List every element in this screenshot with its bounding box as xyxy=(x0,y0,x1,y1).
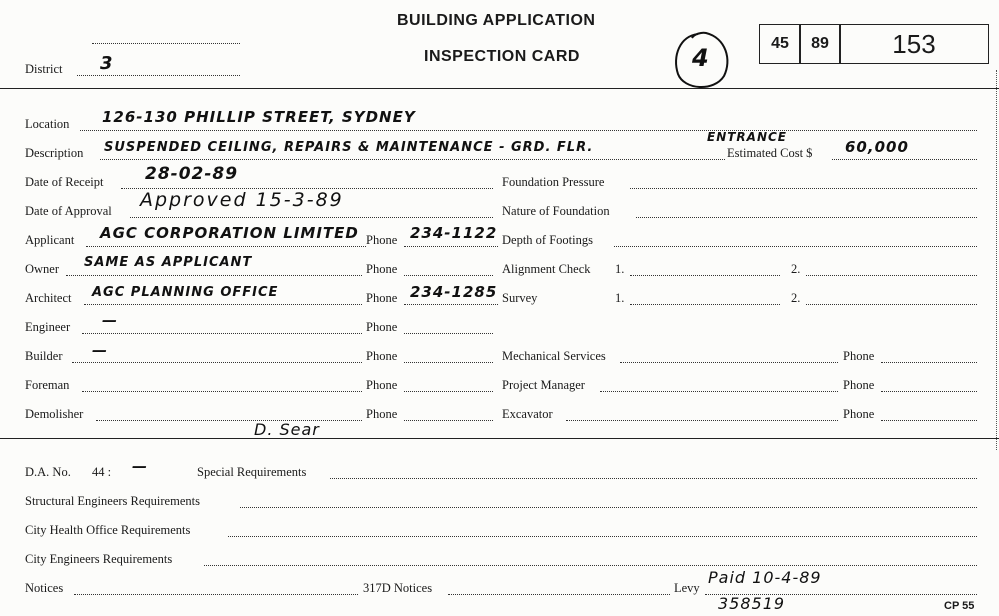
builder-value: — xyxy=(92,341,108,359)
estimated-cost-value: 60,000 xyxy=(845,138,909,156)
excavator-line xyxy=(566,420,838,421)
architect-phone-line xyxy=(404,304,498,305)
date-of-receipt-value: 28-02-89 xyxy=(145,164,239,184)
circled-mark-value: 4 xyxy=(692,44,710,72)
demolisher-line xyxy=(96,420,362,421)
demolisher-label: Demolisher xyxy=(25,407,84,421)
survey-1-label: 1. xyxy=(615,291,625,305)
builder-line xyxy=(72,362,362,363)
excavator-phone-line xyxy=(881,420,977,421)
description-value: SUSPENDED CEILING, REPAIRS & MAINTENANCE - GRD. FLR. xyxy=(104,140,594,155)
engineer-label: Engineer xyxy=(25,320,71,334)
circled-mark xyxy=(668,28,732,94)
date-of-receipt-label: Date of Receipt xyxy=(25,175,104,189)
project-manager-label: Project Manager xyxy=(502,378,585,392)
excavator-phone-label: Phone xyxy=(843,407,875,421)
depth-of-footings-line xyxy=(614,246,977,247)
owner-line xyxy=(66,275,362,276)
foreman-line xyxy=(82,391,362,392)
alignment-check-1-label: 1. xyxy=(615,262,625,276)
engineer-value: — xyxy=(102,311,118,329)
foreman-phone-label: Phone xyxy=(366,378,398,392)
foreman-phone-line xyxy=(404,391,493,392)
architect-value: AGC PLANNING OFFICE xyxy=(92,285,279,300)
survey-2-line xyxy=(806,304,977,305)
engineer-line xyxy=(82,333,362,334)
foundation-pressure-label: Foundation Pressure xyxy=(502,175,605,189)
builder-phone-label: Phone xyxy=(366,349,398,363)
description-line xyxy=(100,159,725,160)
project-manager-line xyxy=(600,391,838,392)
project-manager-phone-label: Phone xyxy=(843,378,875,392)
header-rule xyxy=(0,88,999,89)
levy-receipt: 358519 xyxy=(718,594,786,613)
owner-phone-line xyxy=(404,275,493,276)
survey-label: Survey xyxy=(502,291,538,305)
owner-phone-label: Phone xyxy=(366,262,398,276)
special-requirements-label: Special Requirements xyxy=(197,465,307,479)
excavator-label: Excavator xyxy=(502,407,553,421)
box-a: 45 xyxy=(759,24,801,64)
description-extra: ENTRANCE xyxy=(707,130,787,144)
depth-of-footings-label: Depth of Footings xyxy=(502,233,593,247)
notices-317d-label: 317D Notices xyxy=(363,581,433,595)
applicant-label: Applicant xyxy=(25,233,75,247)
city-engineers-label: City Engineers Requirements xyxy=(25,552,173,566)
architect-phone-label: Phone xyxy=(366,291,398,305)
estimated-cost-line xyxy=(832,159,977,160)
structural-engineers-line xyxy=(240,507,977,508)
nature-of-foundation-line xyxy=(636,217,977,218)
title-line1: BUILDING APPLICATION xyxy=(397,12,596,29)
da-value: — xyxy=(132,457,148,475)
survey-2-label: 2. xyxy=(791,291,801,305)
mechanical-services-phone-label: Phone xyxy=(843,349,875,363)
district-label: District xyxy=(25,62,63,76)
owner-label: Owner xyxy=(25,262,60,276)
date-of-approval-value: Approved 15-3-89 xyxy=(140,189,344,211)
mechanical-services-phone-line xyxy=(881,362,977,363)
architect-phone-value: 234-1285 xyxy=(410,283,498,301)
owner-value: SAME AS APPLICANT xyxy=(84,255,253,270)
da-prefix: 44 : xyxy=(92,465,112,479)
engineer-phone-line xyxy=(404,333,493,334)
mechanical-services-line xyxy=(620,362,838,363)
notices-line xyxy=(74,594,358,595)
box-b: 89 xyxy=(799,24,841,64)
survey-1-line xyxy=(630,304,780,305)
nature-of-foundation-label: Nature of Foundation xyxy=(502,204,610,218)
location-line xyxy=(80,130,977,131)
city-health-line xyxy=(228,536,977,537)
alignment-check-2-label: 2. xyxy=(791,262,801,276)
location-value: 126-130 PHILLIP STREET, SYDNEY xyxy=(102,108,416,126)
applicant-phone-value: 234-1122 xyxy=(410,224,498,242)
district-value: 3 xyxy=(100,53,114,74)
project-manager-phone-line xyxy=(881,391,977,392)
date-of-approval-line xyxy=(130,217,493,218)
levy-label: Levy xyxy=(674,581,700,595)
architect-label: Architect xyxy=(25,291,72,305)
notices-label: Notices xyxy=(25,581,64,595)
district-line xyxy=(77,75,240,76)
demolisher-phone-line xyxy=(404,420,493,421)
location-label: Location xyxy=(25,117,70,131)
special-requirements-line xyxy=(330,478,977,479)
engineer-phone-label: Phone xyxy=(366,320,398,334)
builder-label: Builder xyxy=(25,349,63,363)
estimated-cost-label: Estimated Cost $ xyxy=(727,146,813,160)
applicant-phone-label: Phone xyxy=(366,233,398,247)
foreman-label: Foreman xyxy=(25,378,70,392)
architect-line xyxy=(84,304,362,305)
description-label: Description xyxy=(25,146,84,160)
notices-317d-line xyxy=(448,594,670,595)
applicant-phone-line xyxy=(404,246,498,247)
structural-engineers-label: Structural Engineers Requirements xyxy=(25,494,200,508)
city-engineers-line xyxy=(204,565,977,566)
date-of-approval-label: Date of Approval xyxy=(25,204,112,218)
demolisher-phone-label: Phone xyxy=(366,407,398,421)
title-line2: INSPECTION CARD xyxy=(424,48,580,65)
mechanical-services-label: Mechanical Services xyxy=(502,349,606,363)
section-rule xyxy=(0,438,999,439)
da-no-label: D.A. No. xyxy=(25,465,71,479)
levy-value: Paid 10-4-89 xyxy=(708,568,822,587)
alignment-check-2-line xyxy=(806,275,977,276)
signature: D. Sear xyxy=(254,420,320,439)
foundation-pressure-line xyxy=(630,188,977,189)
applicant-line xyxy=(86,246,366,247)
alignment-check-1-line xyxy=(630,275,780,276)
alignment-check-label: Alignment Check xyxy=(502,262,591,276)
city-health-label: City Health Office Requirements xyxy=(25,523,191,537)
builder-phone-line xyxy=(404,362,493,363)
card-no-line xyxy=(92,43,240,44)
applicant-value: AGC CORPORATION LIMITED xyxy=(100,224,359,242)
right-edge-perforation xyxy=(996,70,997,450)
box-number: 153 xyxy=(839,24,989,64)
form-code: CP 55 xyxy=(944,600,975,612)
